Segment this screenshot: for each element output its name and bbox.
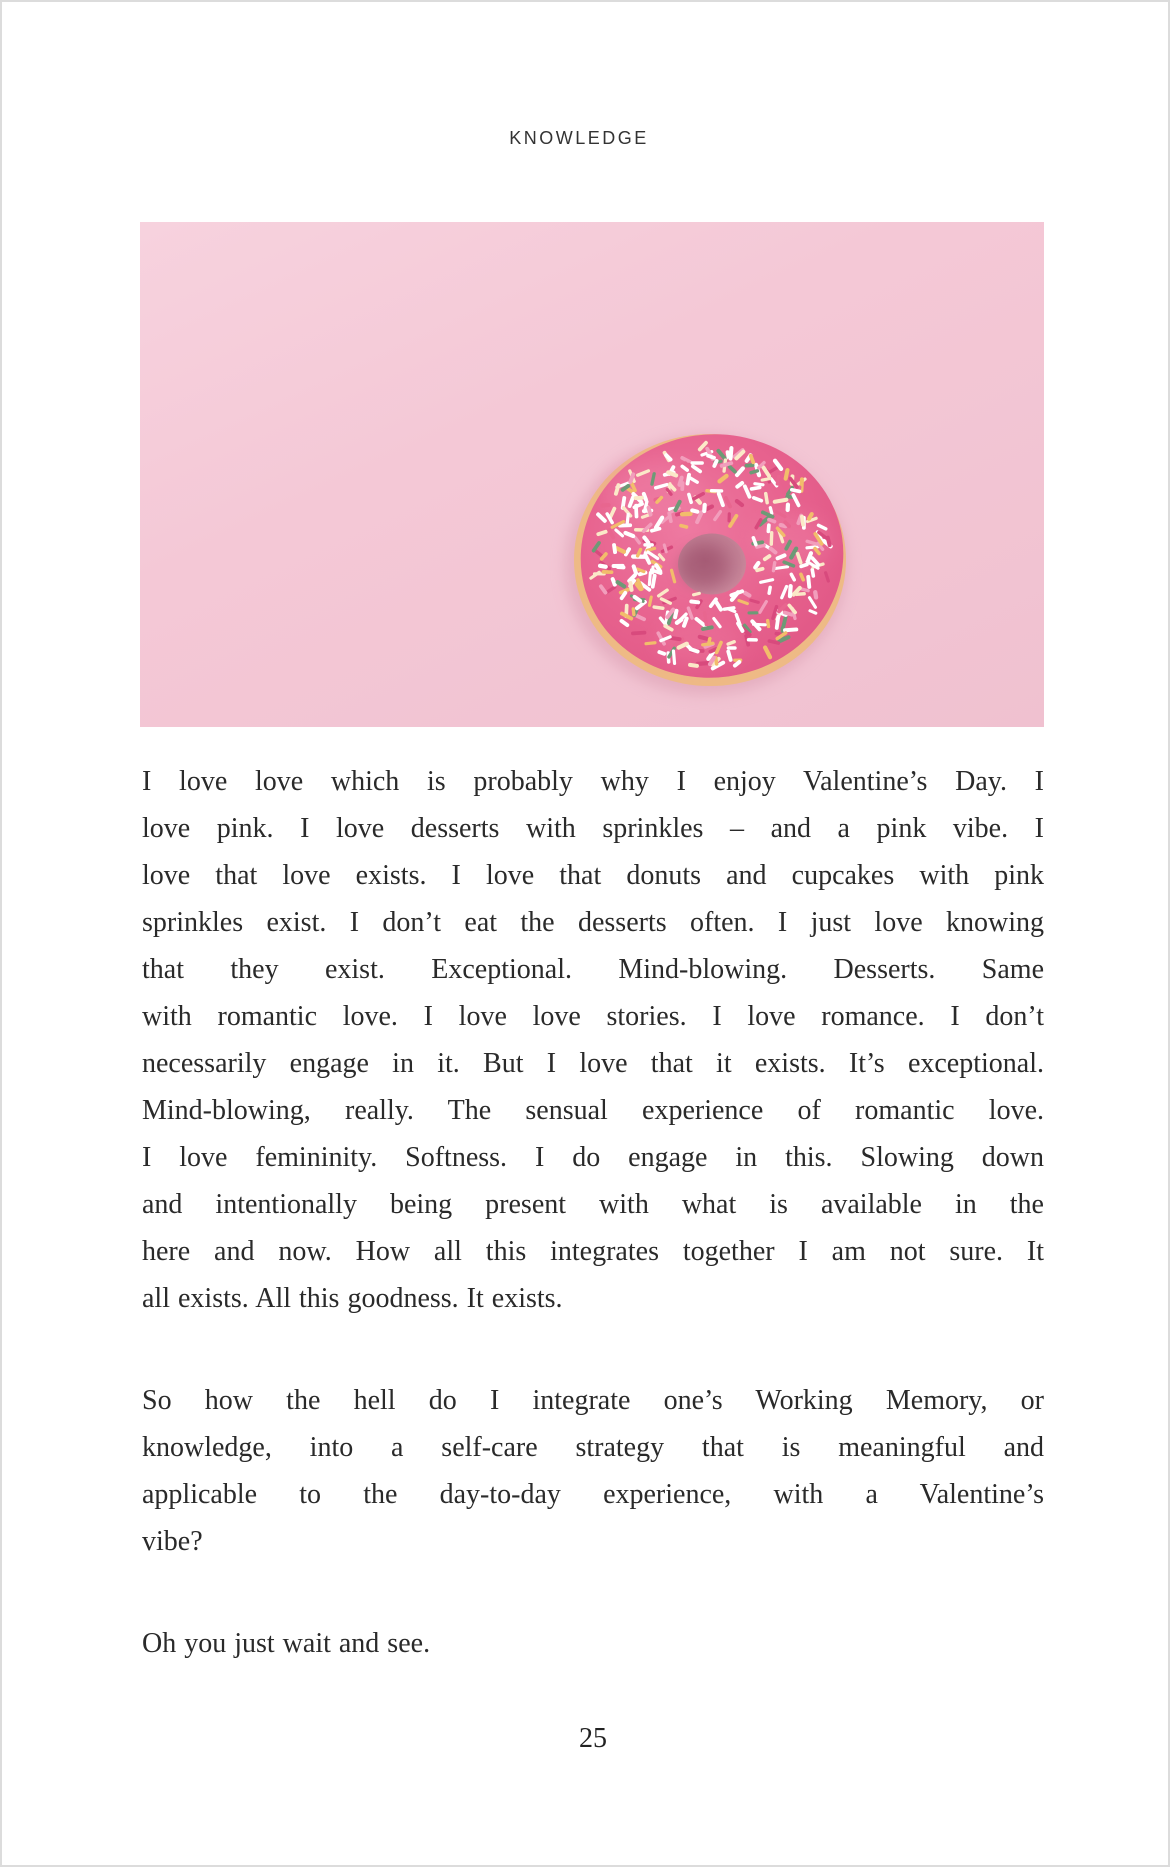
text-line: vibe? (142, 1526, 203, 1557)
text-line: I love femininity. Softness. I do engage in this. Slowing down (142, 1142, 1044, 1173)
text-line: with romantic love. I love love stories. I love romance. I don’t (142, 1001, 1044, 1032)
text-line: and intentionally being present with what is available in the (142, 1189, 1044, 1220)
text-line: sprinkles exist. I don’t eat the desserts often. I just love knowing (142, 907, 1044, 938)
body-text (142, 758, 1044, 1667)
text-line: love pink. I love desserts with sprinkles – and a pink vibe. I (142, 813, 1044, 844)
paragraph (142, 1377, 1044, 1565)
paragraph (142, 1620, 1044, 1667)
text-line: I love love which is probably why I enjoy Valentine’s Day. I (142, 766, 1044, 797)
chapter-header: KNOWLEDGE (509, 128, 649, 148)
text-line: love that love exists. I love that donuts and cupcakes with pink (142, 860, 1044, 891)
text-line: that they exist. Exceptional. Mind-blowing. Desserts. Same (142, 954, 1044, 985)
text-line: all exists. All this goodness. It exists. (142, 1283, 563, 1314)
text-line: applicable to the day-to-day experience, with a Valentine’s (142, 1479, 1044, 1510)
page-number: 25 (579, 1723, 607, 1754)
donut-image (140, 222, 1044, 727)
paragraph (142, 758, 1044, 1322)
text-line: Mind-blowing, really. The sensual experience of romantic love. (142, 1095, 1044, 1126)
text-line: So how the hell do I integrate one’s Working Memory, or (142, 1385, 1044, 1416)
text-line: Oh you just wait and see. (142, 1628, 431, 1659)
text-line: here and now. How all this integrates together I am not sure. It (142, 1236, 1044, 1267)
chapter-photo (140, 222, 1044, 727)
text-line: necessarily engage in it. But I love that it exists. It’s exceptional. (142, 1048, 1044, 1079)
text-line: knowledge, into a self-care strategy that is meaningful and (142, 1432, 1044, 1463)
